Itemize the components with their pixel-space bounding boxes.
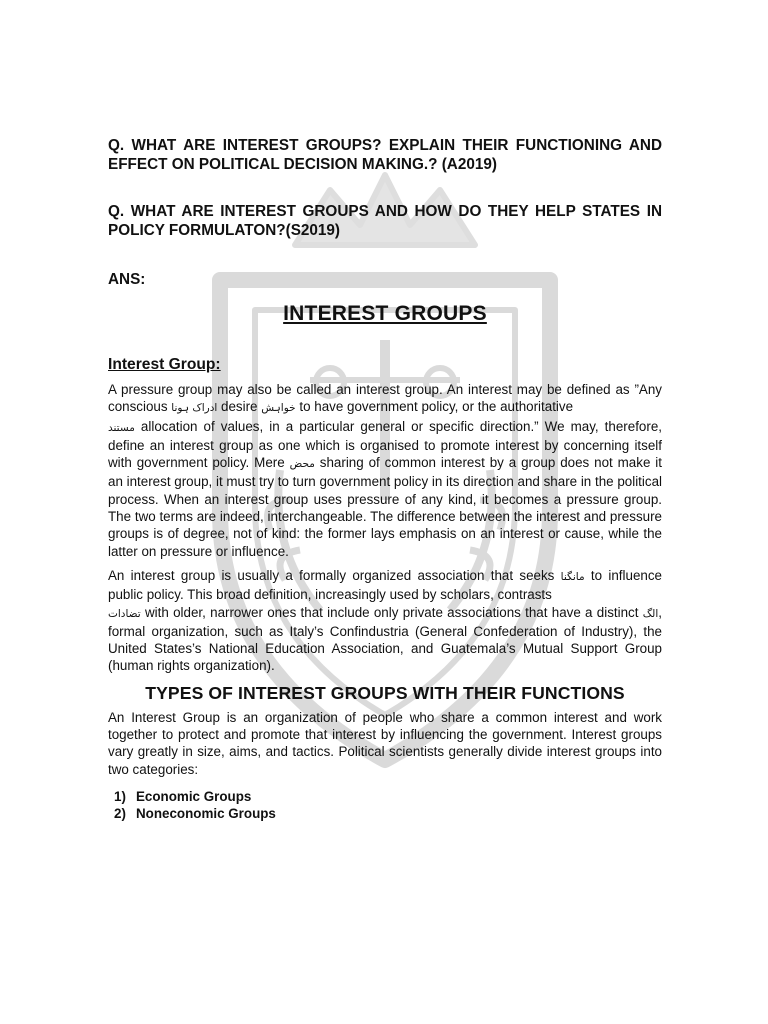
urdu-gloss: ادراک ہونا	[171, 402, 218, 415]
paragraph-organized-association: An interest group is usually a formally organized association that seeks مانگنا to influence public policy. This broad definition, increasingly used by scholars, contrasts تضادات with older, narrower ones that include only private associations that have a distinct الگ, formal organization, such as Italy’s Confindustria (General Confederation of Industry), the United States’s National Education Association, and Guatemala’s Mutual Support Group (human rights organization).	[108, 567, 662, 674]
list-item: 1) Economic Groups	[114, 788, 252, 804]
paragraph-definition: A pressure group may also be called an interest group. An interest may be defined as ”Any conscious ادراک ہونا desire خواہش to have government policy, or the authoritative مستند allocation of values, in a particular general or specific direction.” We may, therefore, define an interest group as one which is organised to promote interest by concerning itself with government policy. Mere محض sharing of common interest by a group does not make it an interest group, it must try to turn government policy in its direction and share in the political process. When an interest group uses pressure of any kind, it becomes a pressure group. The two terms are indeed, interchangeable. The difference between the interest and pressure groups is of degree, not of kind: the former lays emphasis on an interest or cause, while the latter on pressure or influence.	[108, 382, 662, 559]
section-heading-interest-group: Interest Group:	[108, 356, 221, 373]
main-title: INTEREST GROUPS	[283, 302, 487, 325]
urdu-gloss: مانگنا	[560, 570, 585, 583]
question-1: Q. WHAT ARE INTEREST GROUPS? EXPLAIN THEIR FUNCTIONING AND EFFECT ON POLITICAL DECISION MAKING.? (A2019)	[108, 137, 662, 173]
document-page	[108, 136, 662, 823]
paragraph-types-intro: An Interest Group is an organization of people who share a common interest and work together to protect and promote that interest by influencing the government. Interest groups vary greatly in size, aims, and tactics. Political scientists generally divide interest groups into two categories:	[108, 709, 662, 777]
urdu-gloss: الگ	[642, 607, 659, 620]
category-list	[108, 788, 662, 823]
types-title: TYPES OF INTEREST GROUPS WITH THEIR FUNCTIONS	[145, 682, 625, 703]
urdu-gloss: مستند	[108, 421, 135, 434]
list-item: 2) Noneconomic Groups	[114, 806, 276, 822]
question-2: Q. WHAT ARE INTEREST GROUPS AND HOW DO THEY HELP STATES IN POLICY FORMULATON?(S2019)	[108, 203, 662, 239]
urdu-gloss: تضادات	[108, 607, 141, 620]
urdu-gloss: محض	[289, 458, 315, 471]
urdu-gloss: خواہش	[261, 402, 296, 415]
answer-label: ANS:	[108, 271, 146, 288]
